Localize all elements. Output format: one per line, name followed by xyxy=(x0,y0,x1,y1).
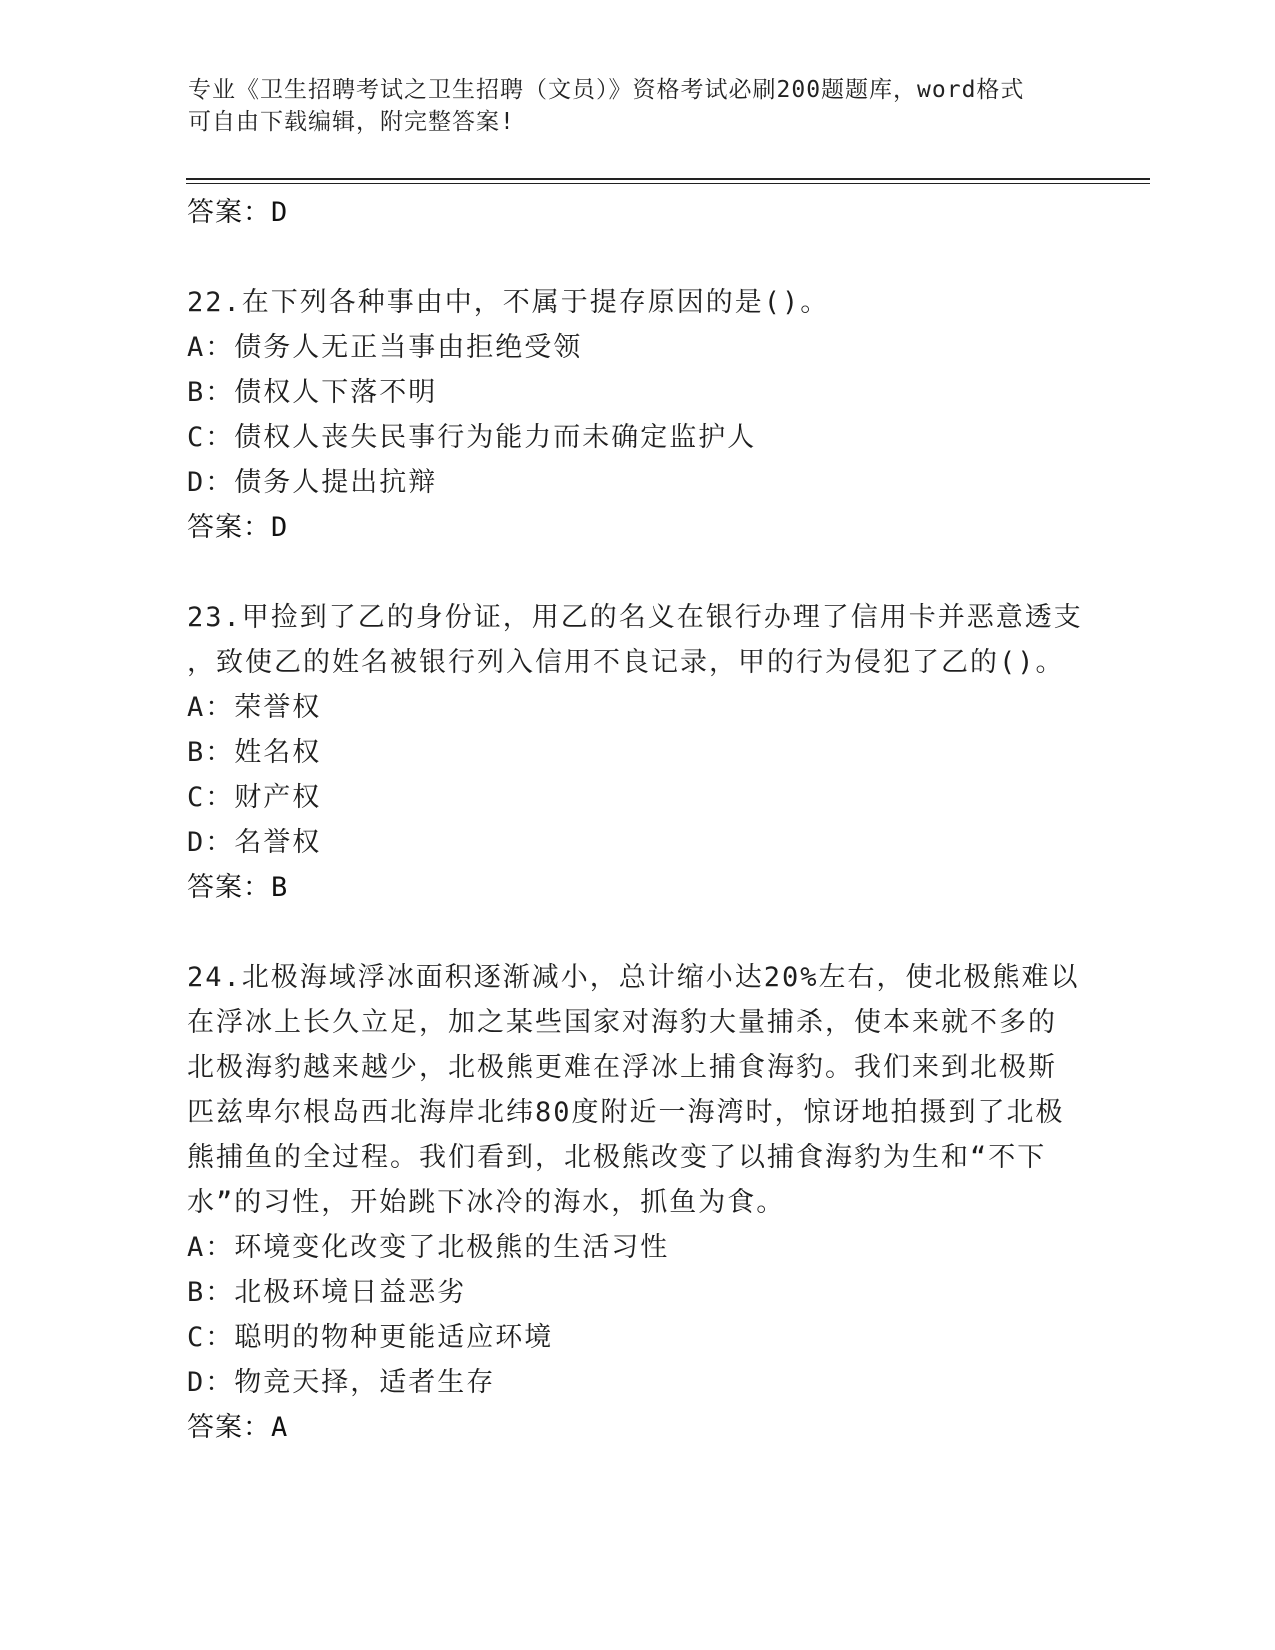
answer-line: 答案：A xyxy=(187,1412,289,1443)
question-stem: 匹兹卑尔根岛西北海岸北纬80度附近一海湾时，惊讶地拍摄到了北极 xyxy=(187,1097,1065,1128)
option-d: D：物竞天择，适者生存 xyxy=(187,1367,496,1398)
header-line-1: 专业《卫生招聘考试之卫生招聘（文员）》资格考试必刷200题题库，word格式 xyxy=(188,77,1025,103)
option-b: B：债权人下落不明 xyxy=(187,377,438,408)
answer-value: D xyxy=(271,512,289,543)
answer-value: A xyxy=(271,1412,289,1443)
answer-line: 答案：D xyxy=(187,197,289,228)
option-b: B：姓名权 xyxy=(187,737,322,768)
answer-line: 答案：B xyxy=(187,872,289,903)
question-stem: 在浮冰上长久立足，加之某些国家对海豹大量捕杀，使本来就不多的 xyxy=(187,1007,1057,1038)
answer-value: B xyxy=(271,872,289,903)
header-divider xyxy=(186,178,1150,184)
question-stem: 水”的习性，开始跳下冰冷的海水，抓鱼为食。 xyxy=(187,1187,786,1218)
answer-line: 答案：D xyxy=(187,512,289,543)
question-stem: 22.在下列各种事由中，不属于提存原因的是()。 xyxy=(187,287,830,318)
question-stem: 熊捕鱼的全过程。我们看到，北极熊改变了以捕食海豹为生和“不下 xyxy=(187,1142,1047,1173)
answer-value: D xyxy=(271,197,289,228)
option-c: C：聪明的物种更能适应环境 xyxy=(187,1322,554,1353)
page-header xyxy=(188,74,1088,138)
question-stem: 北极海豹越来越少，北极熊更难在浮冰上捕食海豹。我们来到北极斯 xyxy=(187,1052,1057,1083)
option-a: A：环境变化改变了北极熊的生活习性 xyxy=(187,1232,670,1263)
question-stem: 23.甲捡到了乙的身份证，用乙的名义在银行办理了信用卡并恶意透支 xyxy=(187,602,1083,633)
question-stem: ，致使乙的姓名被银行列入信用不良记录，甲的行为侵犯了乙的()。 xyxy=(187,647,1065,678)
option-c: C：债权人丧失民事行为能力而未确定监护人 xyxy=(187,422,757,453)
header-line-2: 可自由下载编辑，附完整答案! xyxy=(188,109,515,135)
option-c: C：财产权 xyxy=(187,782,322,813)
option-d: D：名誉权 xyxy=(187,827,322,858)
question-stem: 24.北极海域浮冰面积逐渐减小，总计缩小达20%左右，使北极熊难以 xyxy=(187,962,1080,993)
option-a: A：荣誉权 xyxy=(187,692,322,723)
option-d: D：债务人提出抗辩 xyxy=(187,467,438,498)
option-a: A：债务人无正当事由拒绝受领 xyxy=(187,332,583,363)
option-b: B：北极环境日益恶劣 xyxy=(187,1277,467,1308)
